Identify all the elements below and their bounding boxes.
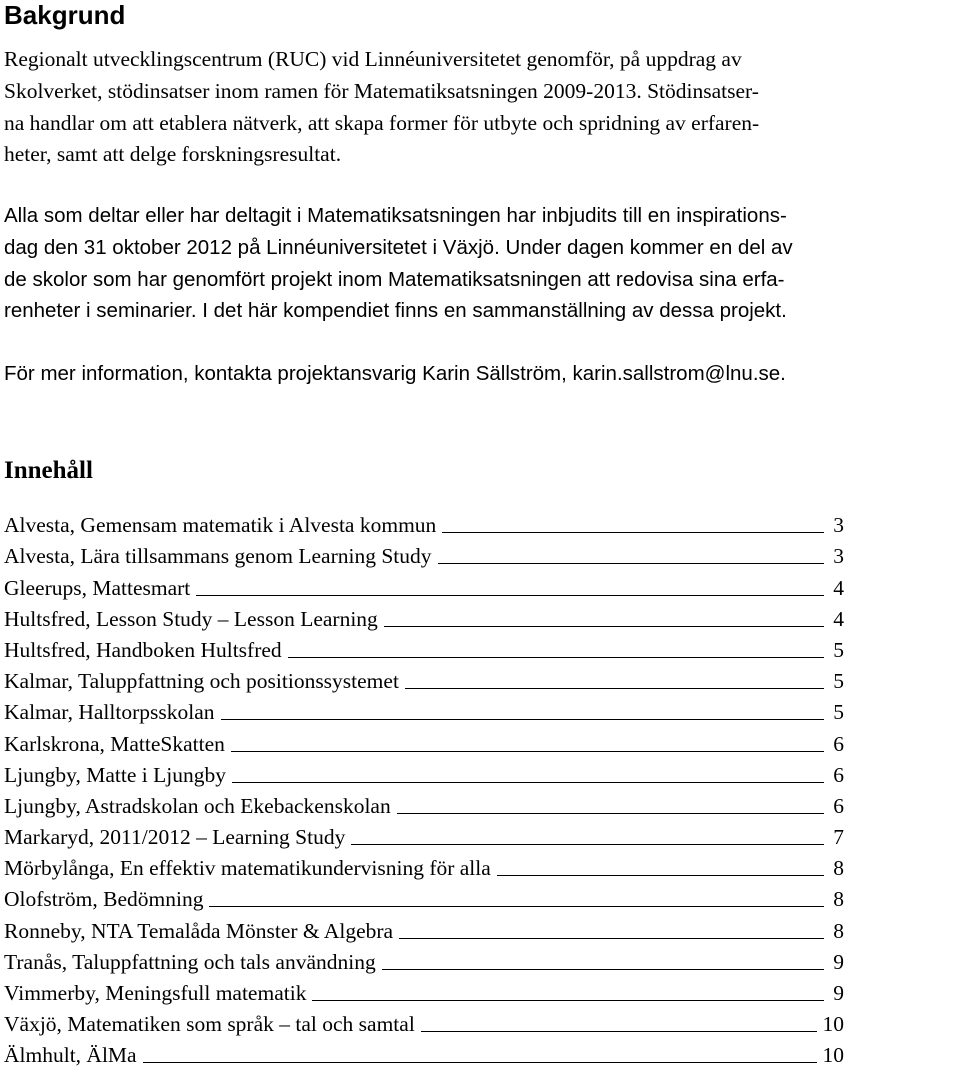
section-heading-innehall: Innehåll xyxy=(4,457,93,484)
toc-leader-line xyxy=(221,719,824,720)
toc-entry[interactable] xyxy=(4,911,844,942)
toc-entry-title: Kalmar, Halltorpsskolan xyxy=(4,700,215,725)
toc-entry-title: Hultsfred, Lesson Study – Lesson Learning xyxy=(4,606,378,631)
toc-entry[interactable] xyxy=(4,693,844,724)
toc-entry-title: Ljungby, Matte i Ljungby xyxy=(4,762,226,787)
toc-entry-page-number: 9 xyxy=(833,981,844,1005)
toc-entry[interactable] xyxy=(4,943,844,974)
toc-entry-page-number: 10 xyxy=(822,1043,844,1067)
toc-entry-page-number: 5 xyxy=(833,700,844,725)
paragraph-line: renheter i seminarier. I det här kompendiet finns en sammanställning av dessa projekt. xyxy=(4,299,787,323)
paragraph-line: Skolverket, stödinsatser inom ramen för Matematiksatsningen 2009-2013. Stödinsatser- xyxy=(4,78,759,103)
paragraph-line: heter, samt att delge forskningsresultat. xyxy=(4,142,342,167)
toc-leader-line xyxy=(312,1000,824,1001)
toc-entry-title: Ronneby, NTA Temalåda Mönster & Algebra xyxy=(4,918,394,943)
toc-entry-title: Mörbylånga, En effektiv matematikundervisning för alla xyxy=(4,856,491,881)
paragraph-line: de skolor som har genomfört projekt inom Matematiksatsningen att redovisa sina erfa- xyxy=(4,267,785,291)
toc-entry[interactable] xyxy=(4,1036,844,1067)
toc-entry[interactable] xyxy=(4,849,844,880)
toc-leader-line xyxy=(232,782,824,783)
toc-entry[interactable] xyxy=(4,568,844,599)
toc-entry[interactable] xyxy=(4,818,844,849)
toc-entry[interactable] xyxy=(4,662,844,693)
toc-leader-line xyxy=(405,688,824,689)
toc-entry-title: Alvesta, Lära tillsammans genom Learning Study xyxy=(4,544,432,569)
toc-entry-title: Markaryd, 2011/2012 – Learning Study xyxy=(4,825,346,850)
toc-entry-page-number: 6 xyxy=(833,762,844,787)
paragraph-invitation xyxy=(4,200,793,327)
toc-entry-page-number: 4 xyxy=(833,606,844,631)
toc-leader-line xyxy=(497,875,824,876)
toc-leader-line xyxy=(438,563,824,564)
toc-entry-page-number: 7 xyxy=(833,825,844,850)
toc-entry-page-number: 6 xyxy=(833,731,844,756)
toc-leader-line xyxy=(209,906,824,907)
toc-entry-title: Växjö, Matematiken som språk – tal och samtal xyxy=(4,1012,415,1037)
toc-entry-page-number: 8 xyxy=(833,856,844,881)
toc-entry[interactable] xyxy=(4,537,844,568)
table-of-contents xyxy=(4,506,844,1067)
toc-entry-title: Kalmar, Taluppfattning och positionssystemet xyxy=(4,669,399,694)
toc-entry-title: Karlskrona, MatteSkatten xyxy=(4,731,225,756)
toc-leader-line xyxy=(399,938,824,939)
paragraph-intro xyxy=(4,44,759,171)
toc-entry-title: Olofström, Bedömning xyxy=(4,887,204,912)
toc-leader-line xyxy=(143,1062,817,1063)
toc-leader-line xyxy=(288,657,824,658)
toc-entry-title: Alvesta, Gemensam matematik i Alvesta kommun xyxy=(4,513,437,538)
toc-entry-title: Älmhult, ÄlMa xyxy=(4,1043,137,1067)
toc-entry-title: Gleerups, Mattesmart xyxy=(4,575,191,600)
toc-leader-line xyxy=(351,844,824,845)
toc-entry[interactable] xyxy=(4,787,844,818)
toc-entry-page-number: 8 xyxy=(833,918,844,943)
toc-entry-title: Vimmerby, Meningsfull matematik xyxy=(4,981,307,1005)
toc-leader-line xyxy=(196,595,824,596)
toc-entry[interactable] xyxy=(4,1005,844,1036)
paragraph-line: Regionalt utvecklingscentrum (RUC) vid Linnéuniversitetet genomför, på uppdrag av xyxy=(4,47,742,71)
toc-leader-line xyxy=(382,969,824,970)
toc-entry-title: Hultsfred, Handboken Hultsfred xyxy=(4,637,282,662)
paragraph-line: Alla som deltar eller har deltagit i Matematiksatsningen har inbjudits till en inspirations- xyxy=(4,204,787,227)
toc-leader-line xyxy=(397,813,824,814)
toc-entry-page-number: 3 xyxy=(833,544,844,569)
toc-entry-page-number: 3 xyxy=(833,513,844,538)
toc-entry[interactable] xyxy=(4,724,844,755)
toc-entry[interactable] xyxy=(4,631,844,662)
toc-entry-page-number: 8 xyxy=(833,887,844,912)
toc-entry-page-number: 5 xyxy=(833,637,844,662)
toc-entry[interactable] xyxy=(4,880,844,911)
toc-entry-page-number: 9 xyxy=(833,949,844,974)
toc-entry[interactable] xyxy=(4,506,844,537)
toc-entry[interactable] xyxy=(4,600,844,631)
toc-entry[interactable] xyxy=(4,756,844,787)
section-heading-bakgrund: Bakgrund xyxy=(4,0,126,30)
toc-entry[interactable] xyxy=(4,974,844,1005)
paragraph-line: na handlar om att etablera nätverk, att skapa former för utbyte och spridning av erfaren- xyxy=(4,110,760,135)
toc-leader-line xyxy=(231,751,824,752)
toc-leader-line xyxy=(384,626,824,627)
toc-entry-page-number: 4 xyxy=(833,575,844,600)
toc-entry-title: Tranås, Taluppfattning och tals användning xyxy=(4,949,376,974)
contact-line: För mer information, kontakta projektansvarig Karin Sällström, karin.sallstrom@lnu.se. xyxy=(4,362,786,385)
paragraph-line: dag den 31 oktober 2012 på Linnéuniversitetet i Växjö. Under dagen kommer en del av xyxy=(4,235,793,259)
toc-entry-page-number: 6 xyxy=(833,793,844,818)
toc-leader-line xyxy=(421,1031,817,1032)
toc-leader-line xyxy=(442,532,824,533)
toc-entry-title: Ljungby, Astradskolan och Ekebackenskolan xyxy=(4,793,391,818)
toc-entry-page-number: 5 xyxy=(833,669,844,694)
toc-entry-page-number: 10 xyxy=(822,1012,844,1037)
